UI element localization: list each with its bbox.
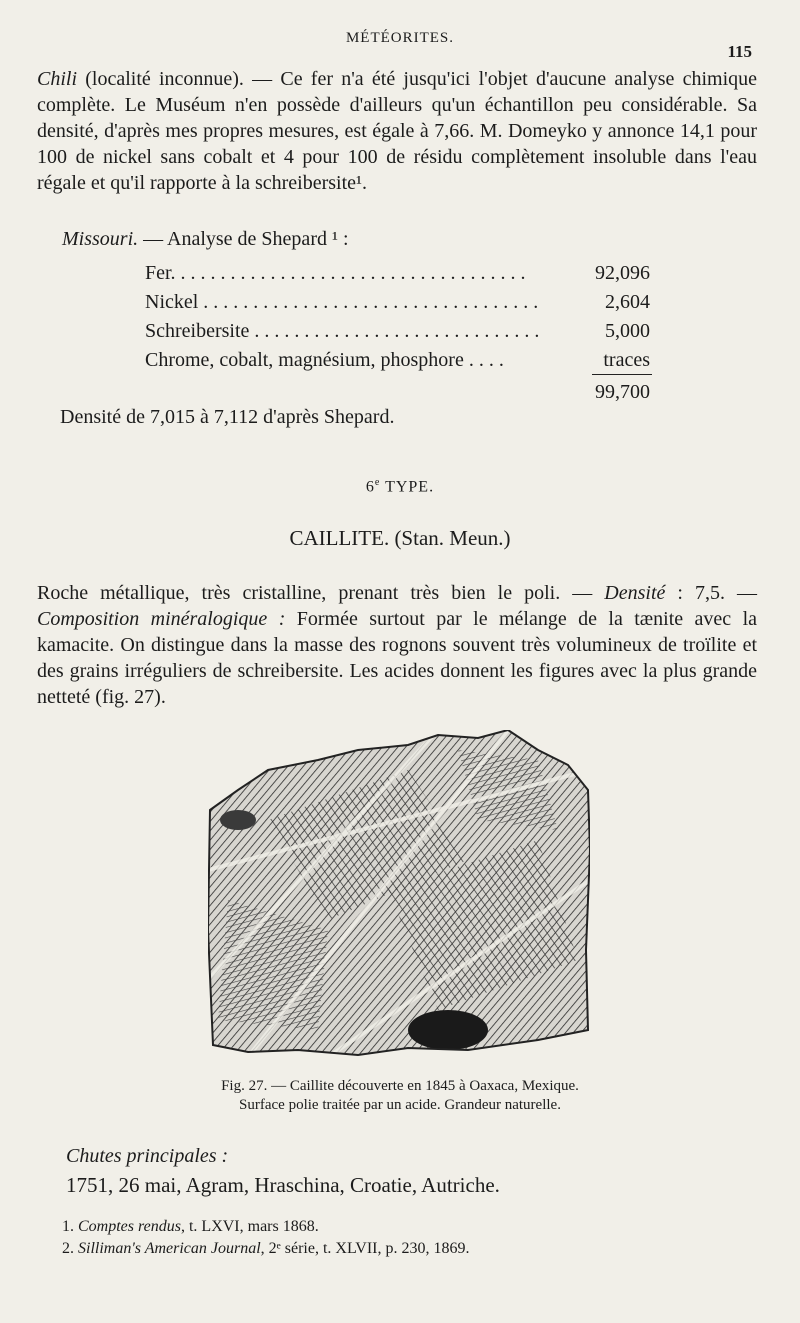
footnote-rest: , 2ᵉ série, t. XLVII, p. 230, 1869. <box>260 1240 470 1257</box>
meteorite-etching-figure <box>208 730 590 1057</box>
description-paragraph <box>37 580 757 710</box>
footnote <box>62 1240 470 1258</box>
analysis-heading-text: — Analyse de Shepard ¹ : <box>138 228 349 250</box>
analysis-total: 99,700 <box>595 381 650 403</box>
intro-paragraph <box>37 66 757 196</box>
type-sup: e <box>374 477 381 488</box>
analysis-row-name: Chrome, cobalt, magnésium, phosphore . . . . <box>145 349 504 371</box>
footnote <box>62 1218 319 1236</box>
analysis-row-value: 5,000 <box>605 320 650 342</box>
page-number: 115 <box>727 42 752 61</box>
intro-text: (localité inconnue). — Ce fer n'a été jusqu'ici l'objet d'aucune analyse chimique complète. Le Muséum n'en possède d'ailleurs qu'un échantillon peu considérable. Sa densité, d'après mes propres mesures, est égale à 7,66. M. Domeyko y annonce 14,1 pour 100 de nickel sans cobalt et 4 pour 100 de résidu complètement insoluble dans l'eau régale et qu'il rapporte à la schreibersite¹. <box>37 68 757 194</box>
analysis-row <box>145 320 650 349</box>
footnote-rest: , t. LXVI, mars 1868. <box>180 1218 319 1235</box>
analysis-place: Missouri. <box>62 228 139 250</box>
analysis-row <box>145 349 650 378</box>
analysis-row-name: Fer. . . . . . . . . . . . . . . . . . . . . . . . . . . . . . . . . . . . <box>145 262 526 284</box>
chutes-entry: 1751, 26 mai, Agram, Hraschina, Croatie, Autriche. <box>66 1173 500 1197</box>
type-label: TYPE. <box>380 478 435 496</box>
chutes-heading: Chutes principales : <box>66 1145 229 1167</box>
density-note: Densité de 7,015 à 7,112 d'après Shepard. <box>60 406 395 428</box>
total-rule <box>592 374 652 375</box>
analysis-row <box>145 291 650 320</box>
description-text-2: : 7,5. — <box>665 582 757 604</box>
analysis-heading <box>62 228 349 251</box>
analysis-row <box>145 262 650 291</box>
analysis-row-name: Schreibersite . . . . . . . . . . . . . . . . . . . . . . . . . . . . . <box>145 320 540 342</box>
meteorite-name: CAILLITE. (Stan. Meun.) <box>289 526 511 550</box>
analysis-row-value: 92,096 <box>595 262 650 284</box>
analysis-row-value: 2,604 <box>605 291 650 313</box>
composition-label: Composition minéralogique : <box>37 608 286 630</box>
figure-caption-line-2: Surface polie traitée par un acide. Grandeur naturelle. <box>239 1097 561 1113</box>
footnote-title: Silliman's American Journal <box>78 1240 261 1257</box>
analysis-row-name: Nickel . . . . . . . . . . . . . . . . . . . . . . . . . . . . . . . . . . <box>145 291 539 313</box>
figure-caption <box>0 1077 800 1115</box>
intro-place: Chili <box>37 68 78 90</box>
densite-label: Densité <box>604 582 666 604</box>
footnote-title: Comptes rendus <box>78 1218 181 1235</box>
description-text-1: Roche métallique, très cristalline, prenant très bien le poli. — <box>37 582 605 604</box>
footnote-number: 2. <box>62 1240 74 1257</box>
analysis-table <box>145 262 650 378</box>
footnote-number: 1. <box>62 1218 74 1235</box>
analysis-row-value: traces <box>603 349 650 371</box>
type-heading <box>0 477 800 496</box>
figure-caption-line-1: Fig. 27. — Caillite découverte en 1845 à Oaxaca, Mexique. <box>221 1078 579 1094</box>
running-title: MÉTÉORITES. <box>345 30 455 46</box>
type-number: 6 <box>365 478 375 496</box>
description-text-3: Formée surtout par le mélange de la tænite avec la kamacite. On distingue dans la masse des rognons souvent très volumineux de troïlite et des grains irréguliers de schreibersite. Les acides donnent les figures avec la plus grande netteté (fig. 27). <box>37 608 757 708</box>
